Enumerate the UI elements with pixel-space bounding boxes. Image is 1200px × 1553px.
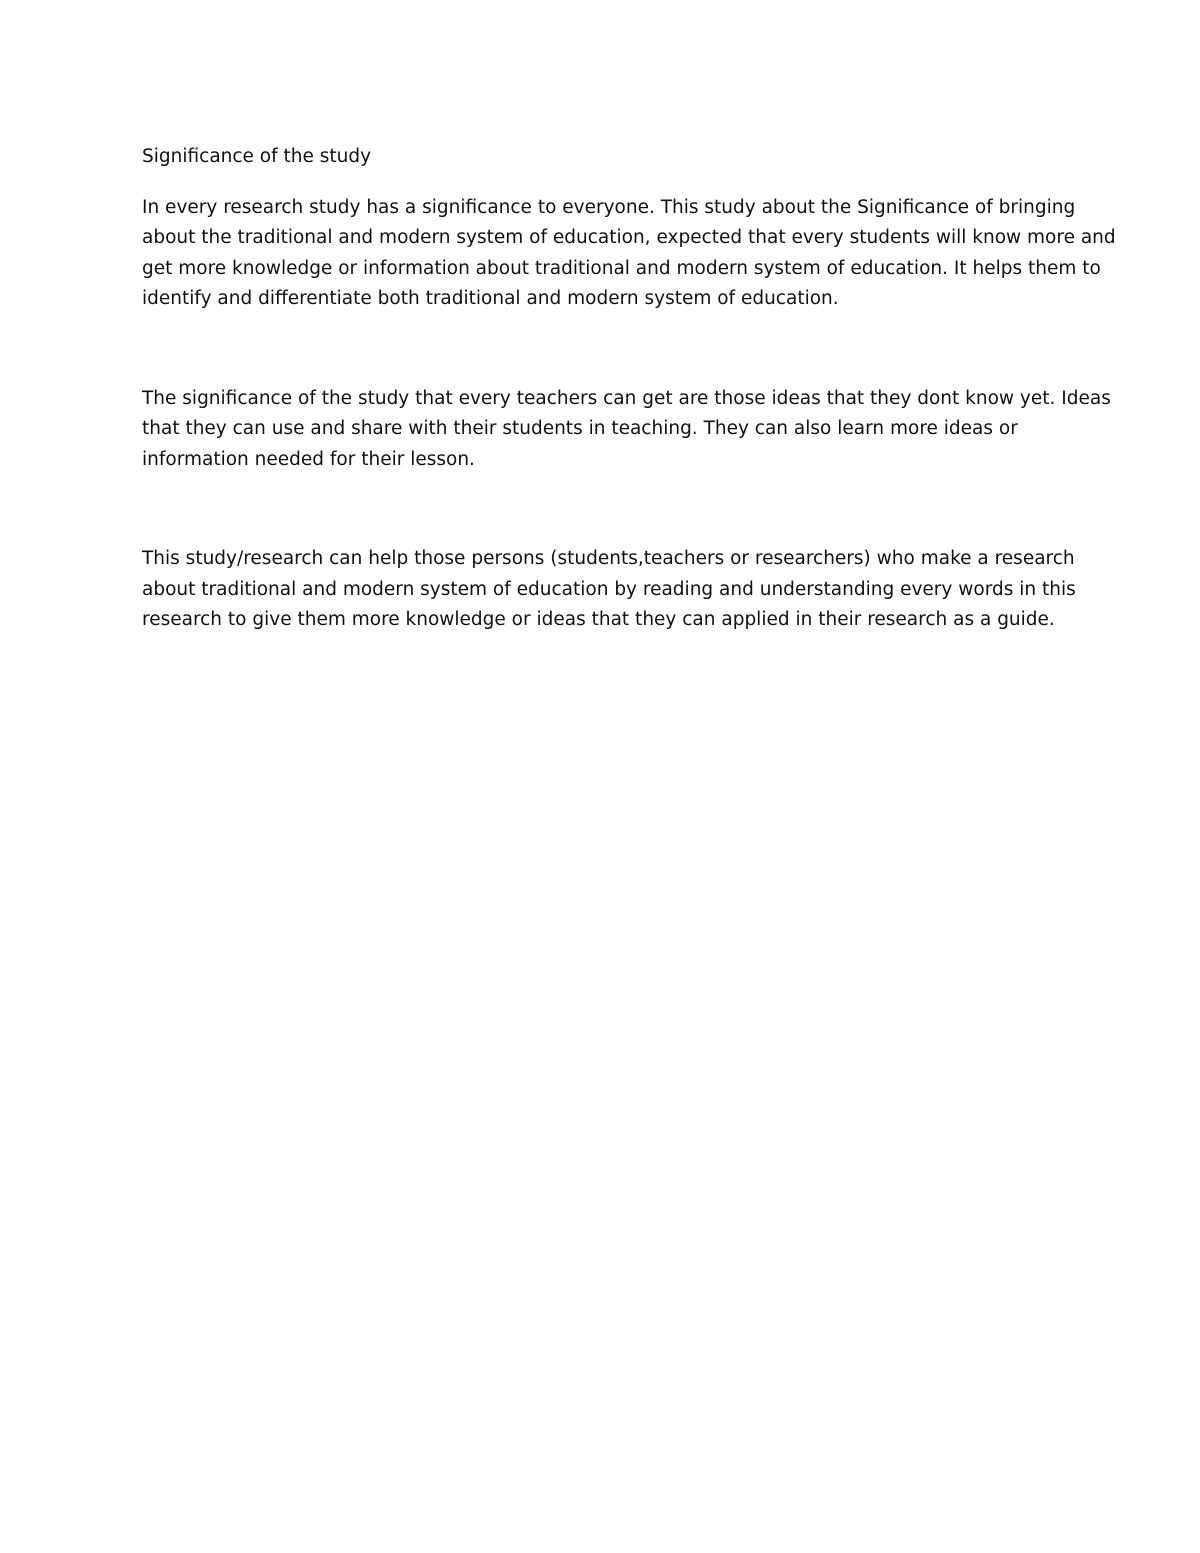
paragraph-line: research to give them more knowledge or ideas that they can applied in their research as a guide. — [142, 609, 1055, 630]
paragraph-line: information needed for their lesson. — [142, 448, 475, 470]
paragraph-1 — [142, 193, 1116, 315]
paragraph-line: The significance of the study that every teachers can get are those ideas that they dont know yet. Ideas — [142, 387, 1111, 409]
paragraph-line: that they can use and share with their students in teaching. They can also learn more ideas or — [142, 418, 1018, 439]
paragraph-line: identify and differentiate both traditional and modern system of education. — [142, 288, 839, 309]
paragraph-line: get more knowledge or information about traditional and modern system of education. It helps them to — [142, 257, 1101, 279]
paragraph-line: This study/research can help those persons (students,teachers or researchers) who make a research — [142, 548, 1075, 569]
document-body — [142, 142, 1116, 636]
section-heading: Significance of the study — [142, 146, 372, 167]
paragraph-line: about traditional and modern system of education by reading and understanding every words in this — [142, 578, 1076, 600]
paragraph-line: about the traditional and modern system of education, expected that every students will know more and — [142, 227, 1116, 248]
paragraph-2 — [142, 384, 1111, 476]
paragraph-3 — [142, 544, 1076, 636]
paragraph-line: In every research study has a significance to everyone. This study about the Significance of bringing — [142, 196, 1076, 218]
